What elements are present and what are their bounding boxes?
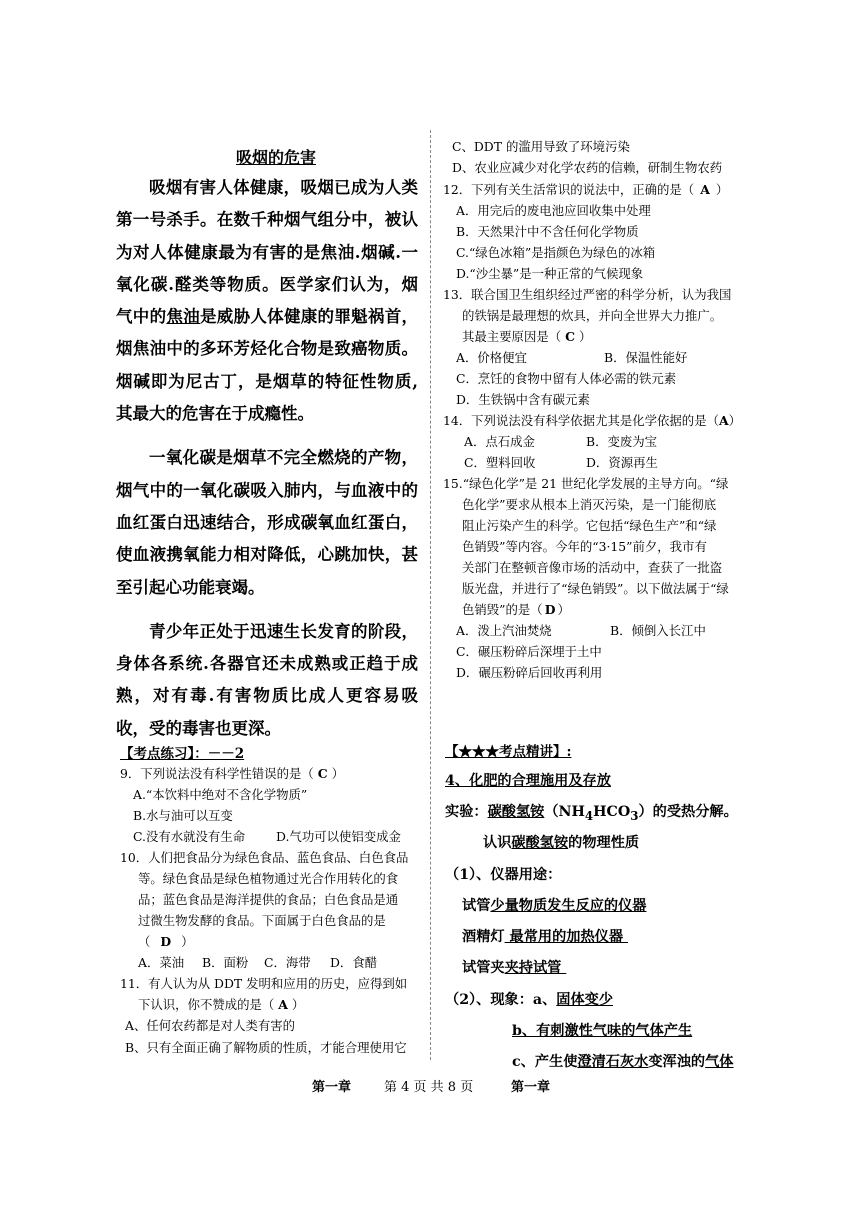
q14-option-b: B．变废为宝	[586, 434, 658, 449]
q9-text: 9．下列说法没有科学性错误的是（	[120, 766, 314, 781]
lecture-header-text: 【★★★考点精讲】:	[445, 744, 572, 760]
tube-holder-use: 夹持试管	[504, 960, 567, 976]
essay-paragraph-1	[116, 172, 418, 430]
experiment-line	[445, 801, 738, 823]
q10-line-4: 过微生物发酵的食品。下面属于白色食品的是	[138, 913, 386, 928]
q10-option-a: A．菜油	[138, 955, 185, 970]
test-tube-label: 试管	[462, 898, 491, 914]
instrument-alcohol-lamp	[462, 926, 628, 946]
q12-option-b: B．天然果汁中不含任何化学物质	[456, 224, 639, 239]
q11-line-1: 11．有人认为从 DDT 发明和应用的历史，应得到如	[120, 976, 408, 991]
essay-paragraph-3: 青少年正处于迅速生长发育的阶段，身体各系统.各器官还未成熟或正趋于成熟，对有毒.有害物质比成人更容易吸收，受的毒害也更深。	[116, 621, 418, 738]
q10-option-d: D．食醋	[330, 955, 378, 970]
q12-answer: A	[700, 182, 710, 197]
q11-option-d: D、农业应减少对化学农药的信赖，研制生物农药	[452, 160, 723, 175]
tube-holder-label: 试管夹	[462, 960, 505, 976]
q14-text: 14．下列说法没有科学依据尤其是化学依据的是（	[443, 413, 719, 428]
q15-answer: D	[544, 602, 556, 617]
observation-b: b、有刺激性气味的气体产生	[512, 1023, 693, 1039]
essay-p1-underlined: 焦油	[166, 307, 200, 327]
q12-option-a: A．用完后的废电池应回收集中处理	[456, 203, 651, 218]
q11-option-a: A、任何农药都是对人类有害的	[125, 1018, 296, 1033]
q15-line-4: 色销毁”等内容。今年的“3·15”前夕，我市有	[462, 539, 707, 554]
footer-chapter-left: 第一章	[312, 1080, 352, 1095]
q13-line-2: 的铁锅是最理想的炊具，并向全世界大力推广。	[462, 308, 723, 323]
q15-option-b: B．倾倒入长江中	[610, 623, 706, 638]
footer-page-number: 第 4 页 共 8 页	[384, 1080, 474, 1095]
q10-line-2: 等。绿色食品是绿色植物通过光合作用转化的食	[138, 871, 399, 886]
practice-header-text: 【考点练习】：－－2	[120, 746, 245, 762]
observation-c-lime: 澄清石灰水	[577, 1054, 649, 1070]
q15-line-2: 色化学”要求从根本上消灭污染，是一门能彻底	[462, 497, 717, 512]
q14-close: ）	[728, 413, 741, 428]
observation-c-gas: 气体	[705, 1054, 734, 1070]
essay-body	[116, 172, 418, 757]
q9-option-b: B.水与油可以互变	[133, 808, 233, 823]
q10-answer-line	[138, 932, 194, 953]
q10-line-3: 品；蓝色食品是海洋提供的食品；白色食品是通	[138, 892, 399, 907]
q11-answer: A	[278, 997, 288, 1012]
q9-option-d: D.气功可以使铝变成金	[276, 829, 401, 844]
q15-close: ）	[557, 602, 570, 617]
formula-b: HCO	[593, 804, 631, 820]
q15-option-d: D．碾压粉碎后回收再利用	[456, 665, 603, 680]
q11-option-c: C、DDT 的滥用导致了环境污染	[452, 139, 630, 154]
footer-chapter-right: 第一章	[511, 1080, 551, 1095]
q15-text: 色销毁”的是（	[462, 602, 543, 617]
q14-option-d: D．资源再生	[586, 455, 658, 470]
q15-line-1: 15.“绿色化学”是 21 世纪化学发展的主导方向。“绿	[443, 476, 729, 491]
q13-option-b: B．保温性能好	[604, 350, 688, 365]
q10-line-1: 10．人们把食品分为绿色食品、蓝色食品、白色食品	[120, 850, 409, 865]
q12-stem	[443, 180, 728, 201]
essay-p1-text-cont: 是威胁人体健康的罪魁祸首，烟焦油中的多环芳烃化合物是致癌物质。烟碱即为尼古丁，是烟草的特征性物质,其最大的危害在于成瘾性。	[116, 307, 419, 424]
q14-answer: A	[718, 413, 729, 428]
q15-line-3: 阻止污染产生的科学。它包括“绿色生产”和“绿	[462, 518, 717, 533]
q10-open: （	[138, 934, 151, 949]
q15-line-7	[462, 600, 570, 621]
know-b: 的物理性质	[568, 835, 640, 851]
q13-option-a: A．价格便宜	[456, 350, 527, 365]
know-properties	[483, 832, 639, 852]
formula-a: （NH	[544, 804, 585, 820]
q14-option-c: C．塑料回收	[464, 455, 536, 470]
experiment-label: 实验：	[445, 804, 488, 820]
q15-line-6: 版光盘，并进行了“绿色销毁”。以下做法属于“绿	[462, 581, 729, 596]
q13-close: ）	[579, 329, 592, 344]
observation-c-a: c、产生使	[512, 1054, 578, 1070]
q10-option-c: C．海带	[264, 955, 311, 970]
essay-p1-text: 吸烟有害人体健康，吸烟已成为人类第一号杀手。在数千种烟气组分中，被认为对人体健康最为有害的是焦油.烟碱.一氧化碳.醛类等物质。医学家们认为，烟气中的	[116, 178, 418, 327]
q11-text: 下认识，你不赞成的是（	[138, 997, 275, 1012]
q9-stem	[120, 764, 344, 785]
q11-option-b: B、只有全面正确了解物质的性质，才能合理使用它	[125, 1040, 407, 1055]
q13-text: 其最主要原因是（	[462, 329, 562, 344]
q10-option-b: B．面粉	[202, 955, 249, 970]
q10-close: ）	[181, 934, 194, 949]
experiment-compound: 碳酸氢铵	[487, 804, 545, 820]
q13-option-c: C．烹饪的食物中留有人体必需的铁元素	[456, 371, 677, 386]
practice-header	[120, 742, 244, 762]
q15-option-c: C．碾压粉碎后深埋于土中	[456, 644, 602, 659]
instrument-tube-holder	[462, 957, 566, 977]
formula-sub-1: 4	[584, 808, 594, 823]
q9-close: ）	[331, 766, 345, 781]
q10-answer: D	[160, 934, 172, 949]
essay-paragraph-2: 一氧化碳是烟草不完全燃烧的产物，烟气中的一氧化碳吸入肺内，与血液中的血红蛋白迅速结合，形成碳氧血红蛋白，使血液携氧能力相对降低，心跳加快，甚至引起心功能衰竭。	[116, 448, 418, 597]
q14-stem	[443, 411, 741, 432]
alcohol-lamp-label: 酒精灯	[462, 929, 505, 945]
observation-c-b: 变浑浊的	[648, 1054, 706, 1070]
observation-c	[512, 1051, 734, 1071]
observation-a	[445, 989, 613, 1009]
q13-line-1: 13．联合国卫生组织经过严密的科学分析，认为我国	[443, 287, 732, 302]
q12-close: ）	[715, 182, 729, 197]
lecture-header	[445, 740, 571, 760]
q13-line-3	[462, 327, 591, 348]
q11-line-2	[138, 995, 304, 1016]
q11-close: ）	[291, 997, 305, 1012]
q12-option-d: D.“沙尘暴”是一种正常的气候现象	[456, 266, 644, 281]
know-a: 认识	[483, 835, 512, 851]
observation-heading: （2）、现象：a、	[445, 992, 557, 1008]
formula-sub-2: 3	[630, 808, 639, 823]
experiment-rest: ）的受热分解。	[638, 804, 738, 820]
q14-option-a: A．点石成金	[464, 434, 535, 449]
column-divider	[430, 130, 431, 1060]
q9-option-c: C.没有水就没有生命	[133, 829, 246, 844]
section-title: 4、化肥的合理施用及存放	[445, 773, 611, 789]
q13-option-d: D．生铁锅中含有碳元素	[456, 392, 590, 407]
q15-option-a: A．泼上汽油焚烧	[456, 623, 552, 638]
know-compound: 碳酸氢铵	[511, 835, 569, 851]
test-tube-use: 少量物质发生反应的仪器	[490, 898, 647, 914]
alcohol-lamp-use: 最常用的加热仪器	[504, 929, 628, 945]
q12-option-c: C.“绿色冰箱”是指颜色为绿色的冰箱	[456, 245, 656, 260]
q12-text: 12．下列有关生活常识的说法中，正确的是（	[443, 182, 695, 197]
q9-option-a: A.“本饮料中绝对不含化学物质”	[133, 787, 308, 802]
q13-answer: C	[565, 329, 575, 344]
observation-a-text: 固体变少	[556, 992, 614, 1008]
essay-title: 吸烟的危害	[236, 148, 317, 167]
instrument-test-tube	[462, 895, 646, 915]
q9-answer: C	[317, 766, 328, 781]
instrument-heading: （1）、仪器用途：	[445, 867, 562, 883]
q15-line-5: 关部门在整顿音像市场的活动中，查获了一批盗	[462, 560, 723, 575]
